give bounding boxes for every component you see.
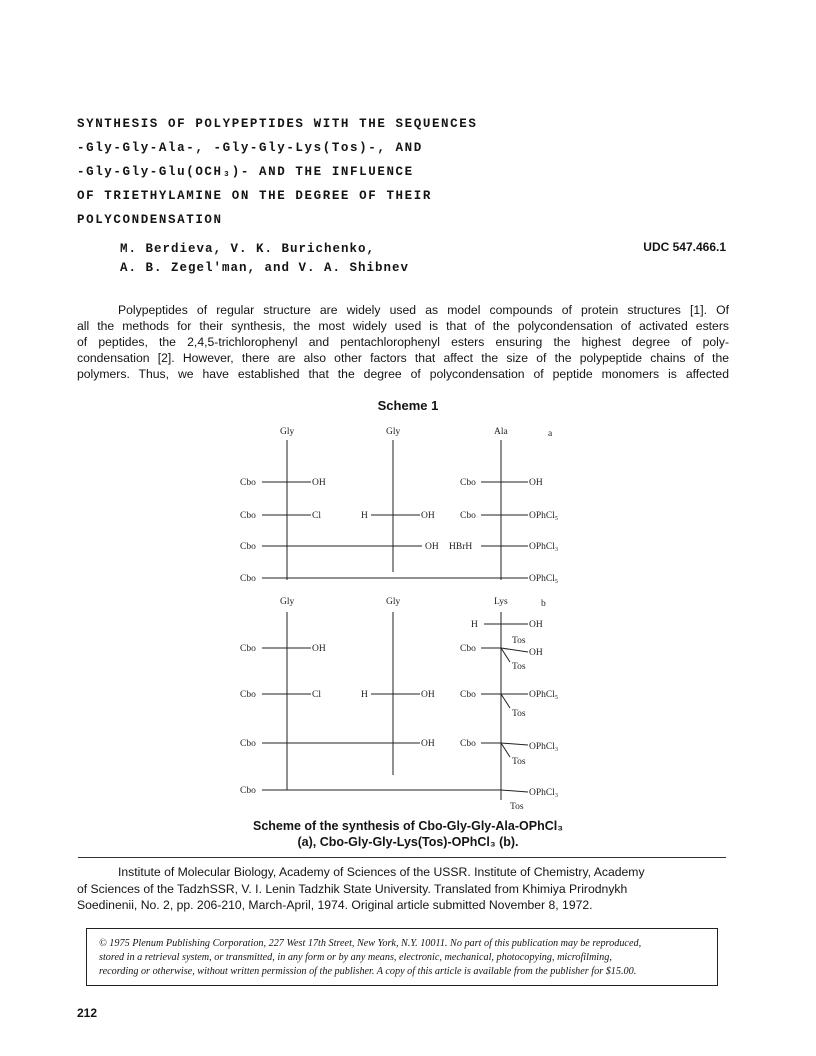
group-label: HBrH [449, 542, 473, 552]
residue-label: Gly [280, 597, 295, 607]
affiliation-footnote [77, 864, 727, 914]
group-label: Cbo [460, 478, 476, 488]
group-label: OPhCl₃ [529, 742, 559, 752]
group-label: Tos [512, 757, 526, 767]
group-label: Cbo [240, 786, 256, 796]
residue-label: Lys [494, 597, 508, 607]
group-label: H [361, 690, 368, 700]
group-label: OH [425, 542, 439, 552]
residue-label: Ala [494, 427, 508, 437]
group-label: OH [529, 478, 543, 488]
group-label: Cbo [460, 739, 476, 749]
group-label: H [361, 511, 368, 521]
group-label: Cbo [460, 644, 476, 654]
scheme-part-label: a [548, 429, 553, 439]
group-label: H [471, 620, 478, 630]
group-label: Cbo [240, 690, 256, 700]
residue-label: Gly [386, 427, 401, 437]
scheme-title: Scheme 1 [377, 398, 439, 413]
group-label: Cbo [240, 511, 256, 521]
footnote-divider [78, 857, 726, 858]
group-label: Tos [510, 802, 524, 812]
title-line: SYNTHESIS OF POLYPEPTIDES WITH THE SEQUENCES [77, 117, 478, 131]
body-line: polymers. Thus, we have established that the degree of polycondensation of peptide monomers is affected [77, 367, 729, 381]
scheme-a-lines [262, 440, 528, 580]
residue-label: Gly [280, 427, 295, 437]
group-label: OPhCl₅ [529, 574, 559, 584]
body-line: of peptides, the 2,4,5-trichlorophenyl and pentachlorophenyl esters ensuring the highest degree of poly- [77, 335, 729, 349]
caption-line: Scheme of the synthesis of Cbo-Gly-Gly-Ala-OPhCl₃ [253, 819, 563, 833]
affiliation-line: Soedinenii, No. 2, pp. 206-210, March-April, 1974. Original article submitted November 8, 1972. [77, 898, 593, 912]
group-label: Tos [512, 662, 526, 672]
group-label: OH [529, 648, 543, 658]
body-line: all the methods for their synthesis, the most widely used is that of the polycondensation of activated esters [77, 319, 729, 333]
affiliation-line: Institute of Molecular Biology, Academy of Sciences of the USSR. Institute of Chemistry, Academy [118, 865, 645, 879]
group-label: Cbo [240, 739, 256, 749]
group-label: OH [312, 644, 326, 654]
group-label: OH [529, 620, 543, 630]
author-line: A. B. Zegel'man, and V. A. Shibnev [120, 261, 410, 275]
author-line: M. Berdieva, V. K. Burichenko, [120, 242, 376, 256]
group-label: OPhCl₃ [529, 788, 559, 798]
scheme-b-labels [240, 597, 558, 812]
group-label: OH [421, 690, 435, 700]
affiliation-line: of Sciences of the TadzhSSR, V. I. Lenin Tadzhik State University. Translated from Khimiya Prirodnykh [77, 881, 628, 896]
udc-code: UDC 547.466.1 [643, 240, 726, 254]
group-label: Cbo [240, 644, 256, 654]
caption-line: (a), Cbo-Gly-Gly-Lys(Tos)-OPhCl₃ (b). [297, 835, 519, 849]
scheme-a-labels [240, 427, 558, 584]
title-line: -Gly-Gly-Glu(OCH₃)- AND THE INFLUENCE [77, 165, 414, 179]
body-line: condensation [2]. However, there are also other factors that affect the size of the polypeptide chains of the [77, 351, 729, 365]
group-label: Cbo [460, 511, 476, 521]
group-label: OH [312, 478, 326, 488]
page-number: 212 [77, 1006, 98, 1020]
group-label: Cbo [240, 542, 256, 552]
copyright-line: © 1975 Plenum Publishing Corporation, 227 West 17th Street, New York, N.Y. 10011. No part of this publication may be reproduced, [99, 938, 642, 949]
group-label: OPhCl₅ [529, 690, 559, 700]
group-label: Cbo [240, 574, 256, 584]
group-label: Cl [312, 511, 321, 521]
scheme-part-label: b [541, 599, 546, 609]
group-label: Cl [312, 690, 321, 700]
residue-label: Gly [386, 597, 401, 607]
group-label: OPhCl₅ [529, 511, 559, 521]
copyright-line: recording or otherwise, without written permission of the publisher. A copy of this article is available from the publisher for $15.00. [99, 966, 637, 977]
title-line: -Gly-Gly-Ala-, -Gly-Gly-Lys(Tos)-, AND [77, 141, 423, 155]
title-line: POLYCONDENSATION [77, 213, 223, 227]
title-line: OF TRIETHYLAMINE ON THE DEGREE OF THEIR [77, 189, 432, 203]
copyright-notice [86, 928, 718, 986]
copyright-line: stored in a retrieval system, or transmitted, in any form or by any means, electronic, mechanical, photocopying, microfilming, [99, 952, 612, 963]
group-label: OPhCl₃ [529, 542, 559, 552]
group-label: Cbo [240, 478, 256, 488]
group-label: Tos [512, 709, 526, 719]
scheme-b-lines [262, 612, 528, 800]
group-label: Tos [512, 636, 526, 646]
group-label: Cbo [460, 690, 476, 700]
group-label: OH [421, 511, 435, 521]
body-line: Polypeptides of regular structure are widely used as model compounds of protein structures [1]. Of [118, 303, 729, 317]
group-label: OH [421, 739, 435, 749]
scheme-caption [0, 818, 816, 850]
